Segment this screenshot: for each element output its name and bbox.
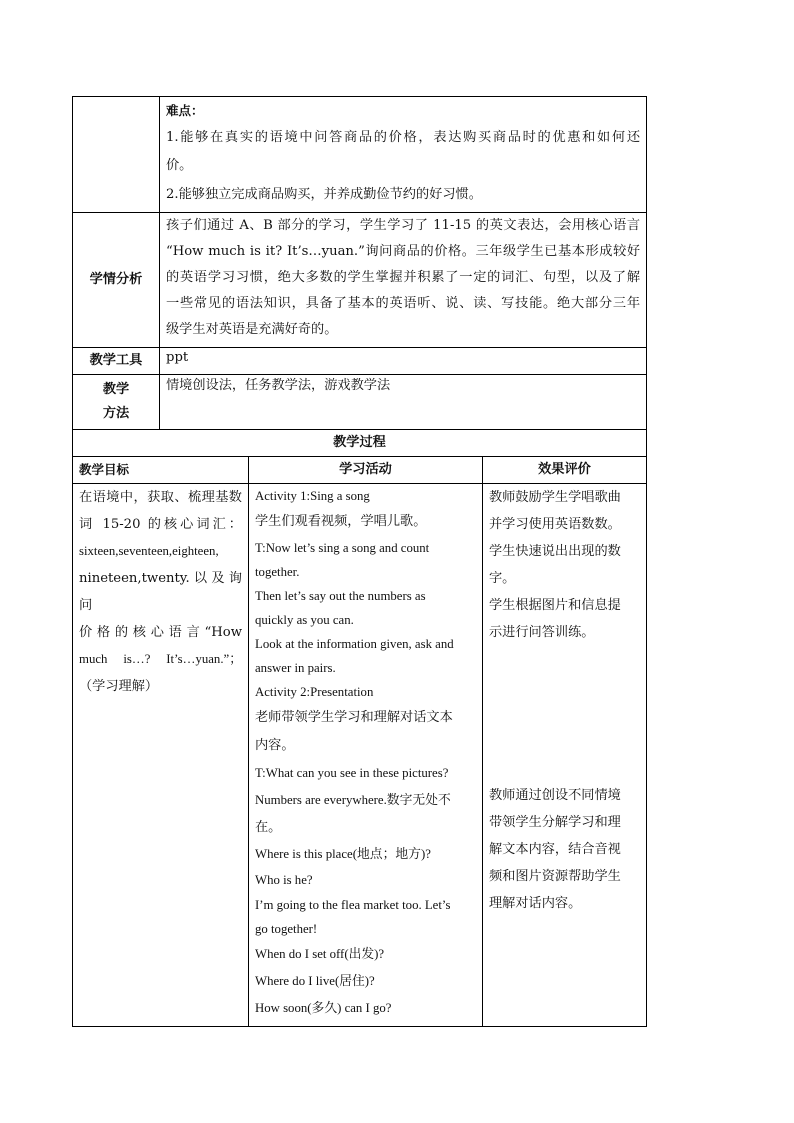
teaching-methods-label-line2: 方法: [102, 406, 130, 421]
learner-analysis-line: 的英语学习习惯，绝大多数的学生掌握并积累了一定的词汇、句型，以及了解: [166, 270, 641, 285]
goal-line: 价格的核心语言“How: [79, 625, 242, 640]
teaching-methods-label: [73, 375, 160, 430]
activity-line: Then let’s say out the numbers as: [255, 589, 426, 603]
goal-line: nineteen,twenty.以及询问: [79, 571, 242, 613]
activity-line: 老师带领学生学习和理解对话文本: [255, 710, 453, 725]
activity-line: answer in pairs.: [255, 661, 336, 675]
evaluation-line: 教师通过创设不同情境: [489, 788, 621, 803]
teaching-tools-row: [73, 348, 647, 375]
learner-analysis-line: 孩子们通过 A、B 部分的学习，学生学习了 11-15 的英文表达，会用核心语言: [166, 218, 641, 233]
activity-line: T:Now let’s sing a song and count: [255, 541, 430, 555]
evaluation-cell: [483, 484, 647, 1027]
activity-line: 学生们观看视频，学唱儿歌。: [255, 514, 427, 529]
goal-cell: [73, 484, 249, 1027]
activity-line: Who is he?: [255, 873, 313, 887]
activity-line: Where do I live(居住)?: [255, 974, 375, 988]
goal-line: much is…? It’s…yuan.”；: [79, 652, 242, 666]
evaluation-header: 效果评价: [483, 457, 647, 484]
difficulty-row: [73, 97, 647, 213]
learner-analysis-content: [160, 213, 647, 348]
difficulty-item-1: 1.能够在真实的语境中问答商品的价格，表达购买商品时的优惠和如何还: [166, 130, 641, 145]
teaching-process-title-row: [73, 430, 647, 457]
activity-line: Look at the information given, ask and: [255, 637, 454, 651]
evaluation-line: 学生根据图片和信息提: [489, 598, 621, 613]
activity-line: I’m going to the flea market too. Let’s: [255, 898, 451, 912]
activity-line: Numbers are everywhere.数字无处不: [255, 793, 451, 807]
goal-line: 在语境中，获取、梳理基数: [79, 490, 242, 505]
goal-header: 教学目标: [73, 457, 249, 484]
evaluation-line: 理解对话内容。: [489, 896, 582, 911]
evaluation-line: 学生快速说出出现的数: [489, 544, 621, 559]
activity-line: When do I set off(出发)?: [255, 947, 385, 961]
goal-line: sixteen,seventeen,eighteen,: [79, 544, 219, 558]
lesson-plan-table: [72, 96, 647, 1027]
teaching-methods-row: [73, 375, 647, 430]
activity-line: quickly as you can.: [255, 613, 354, 627]
activity-line: go together!: [255, 922, 318, 936]
activity-line: Where is this place(地点；地方)?: [255, 847, 431, 861]
learner-analysis-line: 级学生对英语是充满好奇的。: [166, 322, 338, 337]
activity-line: 内容。: [255, 738, 295, 753]
activity-line: T:What can you see in these pictures?: [255, 766, 449, 780]
difficulty-item-2: 2.能够独立完成商品购买，并养成勤俭节约的好习惯。: [166, 187, 482, 202]
activity-line: 在。: [255, 820, 282, 835]
difficulty-content-cell: [160, 97, 647, 213]
difficulty-title: 难点：: [166, 103, 204, 118]
evaluation-line: 示进行问答训练。: [489, 625, 595, 640]
activity-line: Activity 1:Sing a song: [255, 489, 370, 503]
process-content-row: [73, 484, 647, 1027]
activity-line: together.: [255, 565, 300, 579]
difficulty-item-1-cont: 价。: [166, 158, 193, 173]
evaluation-line: 教师鼓励学生学唱歌曲: [489, 490, 621, 505]
difficulty-label-cell: [73, 97, 160, 213]
teaching-process-title: 教学过程: [73, 430, 647, 457]
teaching-tools-label: 教学工具: [73, 348, 160, 375]
goal-line: 词 15-20 的核心词汇：: [79, 517, 242, 532]
evaluation-line: 解文本内容，结合音视: [489, 842, 621, 857]
activity-line: Activity 2:Presentation: [255, 685, 374, 699]
evaluation-line: 并学习使用英语数数。: [489, 517, 621, 532]
evaluation-spacer: [489, 646, 640, 782]
goal-line: （学习理解）: [79, 679, 159, 694]
learner-analysis-line: 一些常见的语法知识，具备了基本的英语听、说、读、写技能。绝大部分三年: [166, 296, 641, 311]
activity-header: 学习活动: [249, 457, 483, 484]
activity-line: How soon(多久) can I go?: [255, 1001, 392, 1015]
evaluation-line: 频和图片资源帮助学生: [489, 869, 621, 884]
learner-analysis-row: [73, 213, 647, 348]
activity-cell: [249, 484, 483, 1027]
learner-analysis-line: “How much is it? It’s…yuan.”询问商品的价格。三年级学生已基本形成较好: [166, 244, 641, 259]
evaluation-line: 字。: [489, 571, 516, 586]
evaluation-line: 带领学生分解学习和理: [489, 815, 621, 830]
learner-analysis-label: 学情分析: [73, 213, 160, 348]
process-header-row: [73, 457, 647, 484]
teaching-methods-value: 情境创设法，任务教学法，游戏教学法: [160, 375, 647, 430]
teaching-tools-value: ppt: [160, 348, 647, 375]
teaching-methods-label-line1: 教学: [102, 382, 130, 397]
